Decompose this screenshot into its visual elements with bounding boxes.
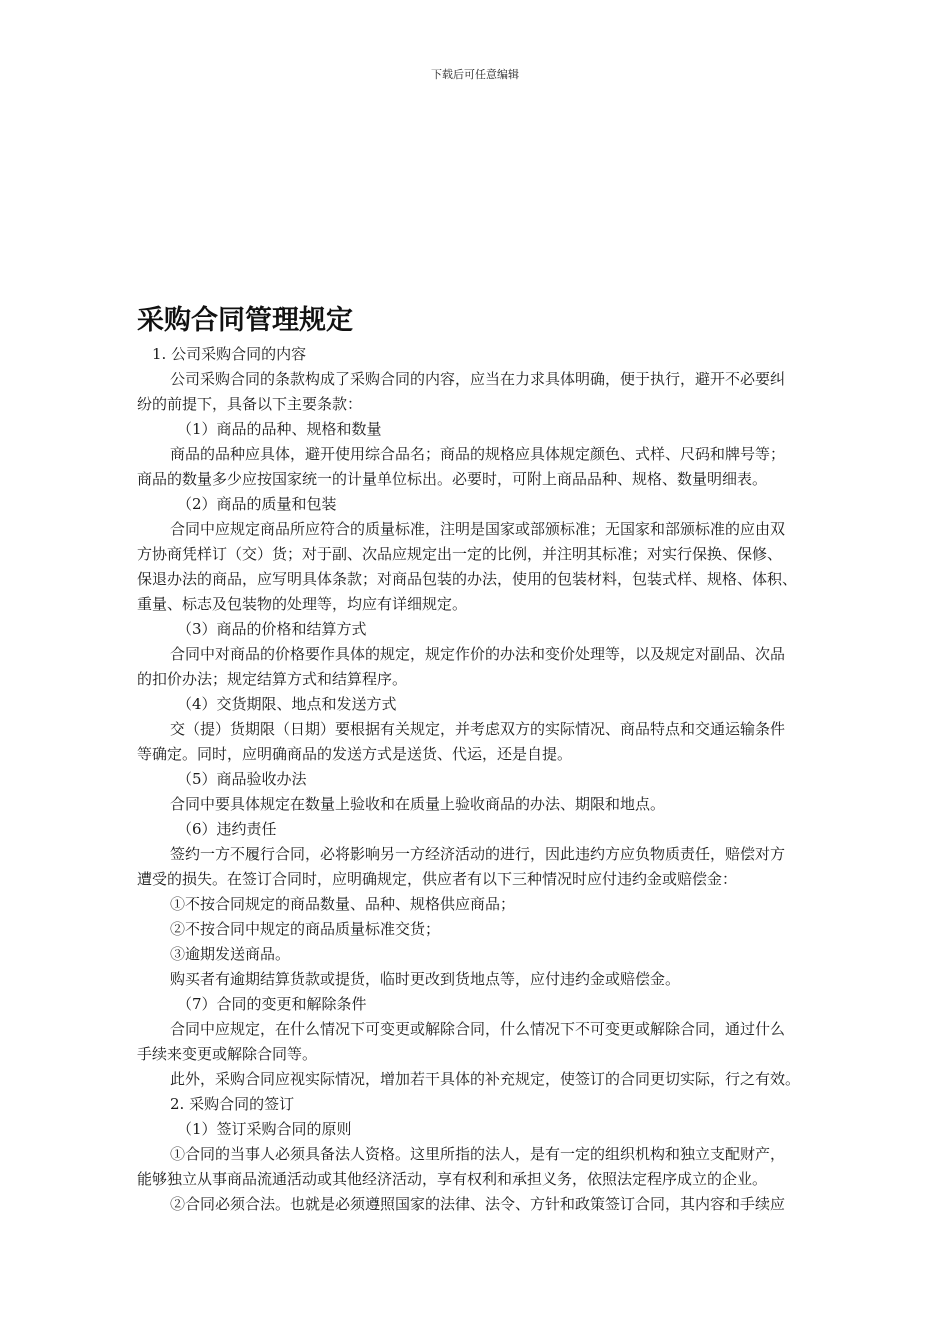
paragraph-line: ②不按合同中规定的商品质量标准交货； bbox=[170, 920, 441, 938]
page-header-note: 下载后可任意编辑 bbox=[431, 68, 519, 81]
paragraph-line: 此外，采购合同应视实际情况，增加若干具体的补充规定，使签订的合同更切实际，行之有效。 bbox=[170, 1070, 801, 1088]
paragraph-line: 合同中应规定商品所应符合的质量标准，注明是国家或部颁标准；无国家和部颁标准的应由双 bbox=[170, 520, 786, 538]
paragraph-line: 遭受的损失。在签订合同时，应明确规定，供应者有以下三种情况时应付违约金或赔偿金： bbox=[137, 870, 738, 888]
paragraph-line: （7）合同的变更和解除条件 bbox=[177, 995, 367, 1013]
paragraph-line: 方协商凭样订（交）货；对于副、次品应规定出一定的比例，并注明其标准；对实行保换、保修、 bbox=[137, 545, 783, 563]
paragraph-line: （2）商品的质量和包装 bbox=[177, 495, 337, 513]
paragraph-line: 合同中要具体规定在数量上验收和在质量上验收商品的办法、期限和地点。 bbox=[170, 795, 666, 813]
paragraph-line: 合同中应规定，在什么情况下可变更或解除合同，什么情况下不可变更或解除合同，通过什么 bbox=[170, 1020, 786, 1038]
paragraph-line: 1. 公司采购合同的内容 bbox=[152, 345, 307, 363]
paragraph-line: ①不按合同规定的商品数量、品种、规格供应商品； bbox=[170, 895, 516, 913]
paragraph-line: （5）商品验收办法 bbox=[177, 770, 307, 788]
paragraph-line: 签约一方不履行合同，必将影响另一方经济活动的进行，因此违约方应负物质责任，赔偿对方 bbox=[170, 845, 786, 863]
paragraph-line: （1）商品的品种、规格和数量 bbox=[177, 420, 382, 438]
paragraph-line: 商品的品种应具体，避开使用综合品名；商品的规格应具体规定颜色、式样、尺码和牌号等； bbox=[170, 445, 786, 463]
paragraph-line: （3）商品的价格和结算方式 bbox=[177, 620, 367, 638]
paragraph-line: 纷的前提下，具备以下主要条款： bbox=[137, 395, 363, 413]
paragraph-line: ②合同必须合法。也就是必须遵照国家的法律、法令、方针和政策签订合同，其内容和手续应 bbox=[170, 1195, 786, 1213]
paragraph-line: 合同中对商品的价格要作具体的规定，规定作价的办法和变价处理等，以及规定对副品、次品 bbox=[170, 645, 786, 663]
paragraph-line: 等确定。同时，应明确商品的发送方式是送货、代运，还是自提。 bbox=[137, 745, 573, 763]
paragraph-line: 重量、标志及包装物的处理等，均应有详细规定。 bbox=[137, 595, 468, 613]
paragraph-line: 购买者有逾期结算货款或提货，临时更改到货地点等，应付违约金或赔偿金。 bbox=[170, 970, 681, 988]
paragraph-line: （1）签订采购合同的原则 bbox=[177, 1120, 352, 1138]
paragraph-line: 商品的数量多少应按国家统一的计量单位标出。必要时，可附上商品品种、规格、数量明细表。 bbox=[137, 470, 768, 488]
paragraph-line: 能够独立从事商品流通活动或其他经济活动，享有权利和承担义务，依照法定程序成立的企业。 bbox=[137, 1170, 768, 1188]
paragraph-line: （6）违约责任 bbox=[177, 820, 277, 838]
paragraph-line: 手续来变更或解除合同等。 bbox=[137, 1045, 318, 1063]
paragraph-line: 的扣价办法；规定结算方式和结算程序。 bbox=[137, 670, 408, 688]
paragraph-line: （4）交货期限、地点和发送方式 bbox=[177, 695, 397, 713]
paragraph-line: 交（提）货期限（日期）要根据有关规定，并考虑双方的实际情况、商品特点和交通运输条件 bbox=[170, 720, 786, 738]
paragraph-line: 公司采购合同的条款构成了采购合同的内容，应当在力求具体明确，便于执行，避开不必要纠 bbox=[170, 370, 786, 388]
paragraph-line: 2. 采购合同的签订 bbox=[170, 1095, 295, 1113]
paragraph-line: 保退办法的商品，应写明具体条款；对商品包装的办法，使用的包装材料，包装式样、规格、体积、 bbox=[137, 570, 798, 588]
document-title: 采购合同管理规定 bbox=[137, 305, 353, 336]
document-body bbox=[137, 342, 867, 1217]
paragraph-line: ①合同的当事人必须具备法人资格。这里所指的法人，是有一定的组织机构和独立支配财产， bbox=[170, 1145, 786, 1163]
paragraph-line: ③逾期发送商品。 bbox=[170, 945, 291, 963]
